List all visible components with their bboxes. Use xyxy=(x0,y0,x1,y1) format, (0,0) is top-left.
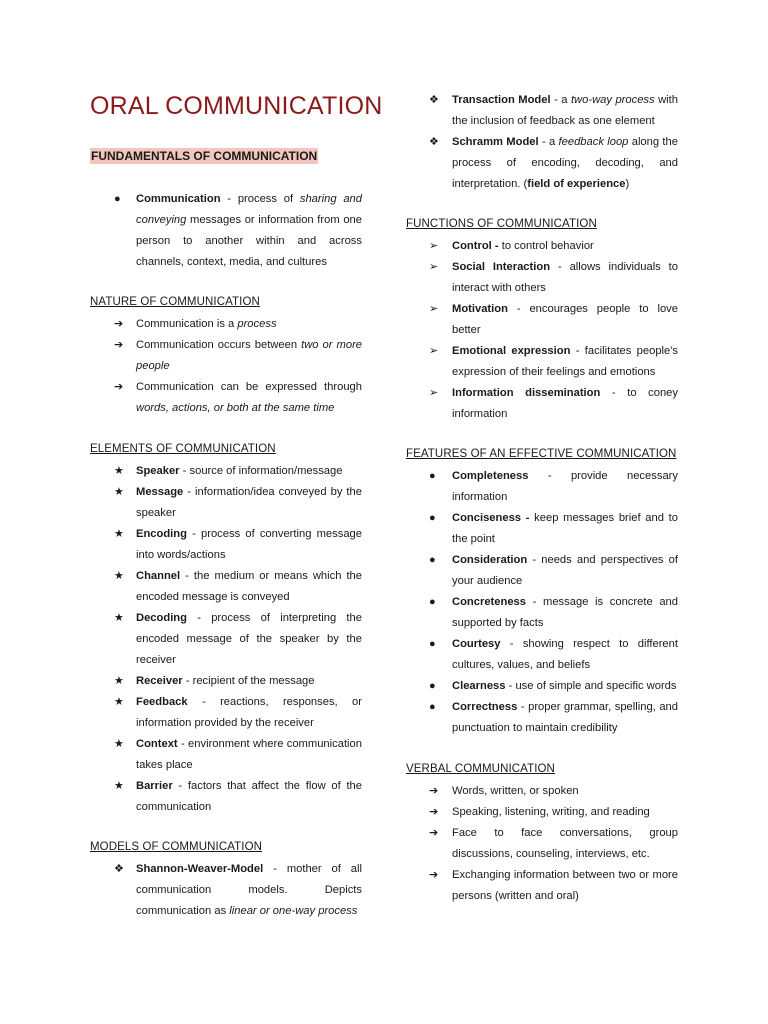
item-term: Message xyxy=(136,486,184,498)
item-term: Control xyxy=(452,240,492,252)
bullet-icon: ➢ xyxy=(429,240,439,252)
item-text: along the process of encoding, decoding, and interpretation. ( xyxy=(452,136,678,190)
models-heading: MODELS OF COMMUNICATION xyxy=(90,841,263,853)
bullet-icon: ➢ xyxy=(429,261,439,273)
elements-list xyxy=(90,461,362,818)
item-text: two or more people xyxy=(136,339,363,372)
page-title: ORAL COMMUNICATION xyxy=(90,92,383,120)
item-separator: - xyxy=(220,193,238,205)
item-separator: - xyxy=(491,240,502,252)
item-separator: - xyxy=(180,570,194,582)
item-separator: - xyxy=(183,486,196,498)
list-item xyxy=(406,823,678,865)
bullet-icon: ★ xyxy=(114,612,124,624)
list-item xyxy=(406,802,678,823)
item-text: keep messages brief and to the point xyxy=(452,512,678,545)
bullet-icon: ● xyxy=(429,512,436,524)
item-term: Motivation xyxy=(452,303,508,315)
item-text: field of experience xyxy=(527,178,626,190)
item-text: message is concrete and supported by facts xyxy=(452,596,678,629)
bullet-icon: ❖ xyxy=(114,863,124,875)
list-item xyxy=(90,461,362,482)
item-separator: - xyxy=(500,638,523,650)
bullet-icon: ★ xyxy=(114,486,124,498)
item-text: environment where communication takes place xyxy=(136,738,362,771)
bullet-icon: ★ xyxy=(114,570,124,582)
list-item xyxy=(406,383,678,425)
list-item xyxy=(406,236,678,257)
list-item xyxy=(406,781,678,802)
bullet-icon: ● xyxy=(429,596,436,608)
item-separator: - xyxy=(538,136,549,148)
item-text: Communication occurs between xyxy=(136,339,302,351)
item-term: Context xyxy=(136,738,178,750)
item-separator: - xyxy=(521,512,535,524)
item-text: encourages people to love better xyxy=(452,303,678,336)
list-item xyxy=(90,692,362,734)
item-text: Communication is a xyxy=(136,318,238,330)
bullet-icon: ➢ xyxy=(429,303,439,315)
list-item xyxy=(406,508,678,550)
item-text: allows individuals to interact with others xyxy=(452,261,678,294)
list-item xyxy=(90,524,362,566)
item-term: Correctness xyxy=(452,701,518,713)
item-term: Transaction Model xyxy=(452,94,551,106)
bullet-icon: ● xyxy=(429,701,436,713)
bullet-icon: ➢ xyxy=(429,345,439,357)
list-item xyxy=(90,482,362,524)
item-separator: - xyxy=(550,261,570,273)
item-term: Feedback xyxy=(136,696,188,708)
item-separator: - xyxy=(526,596,544,608)
item-term: Encoding xyxy=(136,528,187,540)
item-term: Shannon-Weaver-Model xyxy=(136,863,264,875)
bullet-icon: ● xyxy=(114,193,121,205)
item-separator: - xyxy=(527,554,542,566)
item-separator: - xyxy=(570,345,585,357)
bullet-icon: ★ xyxy=(114,696,124,708)
bullet-icon: ● xyxy=(429,554,436,566)
bullet-icon: ★ xyxy=(114,738,124,750)
item-separator: - xyxy=(505,680,516,692)
item-separator: - xyxy=(186,528,202,540)
list-item xyxy=(406,299,678,341)
item-text: showing respect to different cultures, values, and beliefs xyxy=(452,638,678,671)
bullet-icon: ❖ xyxy=(429,94,439,106)
functions-list xyxy=(406,236,678,425)
bullet-icon: ● xyxy=(429,470,436,482)
item-text: process of converting message into words/actions xyxy=(136,528,362,561)
bullet-icon: ➔ xyxy=(114,381,124,393)
item-term: Conciseness xyxy=(452,512,522,524)
item-term: Completeness xyxy=(452,470,529,482)
list-item xyxy=(406,592,678,634)
item-text: the medium or means which the encoded message is conveyed xyxy=(136,570,362,603)
bullet-icon: ➔ xyxy=(114,339,124,351)
bullet-icon: ➔ xyxy=(429,806,439,818)
bullet-icon: ➢ xyxy=(429,387,439,399)
item-text: a xyxy=(548,136,559,148)
list-item xyxy=(406,341,678,383)
list-item xyxy=(406,466,678,508)
item-term: Information dissemination xyxy=(452,387,601,399)
item-separator: - xyxy=(528,470,571,482)
item-text: to control behavior xyxy=(501,240,594,252)
list-item xyxy=(406,634,678,676)
item-separator: - xyxy=(182,675,193,687)
item-text: with the inclusion of feedback as one element xyxy=(452,94,678,127)
bullet-icon: ➔ xyxy=(429,785,439,797)
item-separator: - xyxy=(263,863,287,875)
item-separator: - xyxy=(187,696,221,708)
features-heading: FEATURES OF AN EFFECTIVE COMMUNICATION xyxy=(406,448,677,460)
item-text: linear or one-way process xyxy=(229,905,358,917)
elements-heading: ELEMENTS OF COMMUNICATION xyxy=(90,443,276,455)
item-text: Words, written, or spoken xyxy=(452,785,579,797)
list-item xyxy=(406,550,678,592)
item-text: process xyxy=(237,318,277,330)
item-term: Emotional expression xyxy=(452,345,571,357)
item-text: facilitates people's expression of their feelings and emotions xyxy=(452,345,678,378)
item-text: words, actions, or both at the same time xyxy=(136,402,335,414)
list-item xyxy=(406,676,678,697)
item-text: sharing and conveying xyxy=(136,193,362,226)
item-term: Decoding xyxy=(136,612,187,624)
item-text: ) xyxy=(625,178,630,190)
list-item xyxy=(90,335,362,377)
item-term: Concreteness xyxy=(452,596,526,608)
item-text: two-way process xyxy=(570,94,655,106)
item-text: Face to face conversations, group discussions, counseling, interviews, etc. xyxy=(452,827,678,860)
models-list-left xyxy=(90,859,362,922)
item-term: Clearness xyxy=(452,680,506,692)
bullet-icon: ● xyxy=(429,638,436,650)
item-text: provide necessary information xyxy=(452,470,678,503)
item-separator: - xyxy=(507,303,530,315)
bullet-icon: ❖ xyxy=(429,136,439,148)
bullet-icon: ● xyxy=(429,680,436,692)
item-text: Communication can be expressed through xyxy=(136,381,362,393)
item-separator: - xyxy=(186,612,212,624)
item-text: feedback loop xyxy=(558,136,629,148)
item-term: Channel xyxy=(136,570,181,582)
item-text: process of interpreting the encoded message of the speaker by the receiver xyxy=(136,612,362,666)
list-item xyxy=(406,90,678,132)
list-item xyxy=(90,734,362,776)
bullet-icon: ➔ xyxy=(429,827,439,839)
item-term: Courtesy xyxy=(452,638,501,650)
list-item xyxy=(406,865,678,907)
features-list xyxy=(406,466,678,739)
list-item xyxy=(90,189,362,273)
bullet-icon: ★ xyxy=(114,465,124,477)
verbal-list xyxy=(406,781,678,907)
item-text: source of information/message xyxy=(189,465,343,477)
bullet-icon: ➔ xyxy=(114,318,124,330)
item-text: mother of all communication models. Depicts communication as xyxy=(136,863,362,917)
item-term: Consideration xyxy=(452,554,528,566)
item-term: Receiver xyxy=(136,675,183,687)
item-text: information/idea conveyed by the speaker xyxy=(136,486,362,519)
item-separator: - xyxy=(177,738,189,750)
item-term: Social Interaction xyxy=(452,261,551,273)
item-text: recipient of the message xyxy=(192,675,315,687)
list-item xyxy=(90,776,362,818)
verbal-heading: VERBAL COMMUNICATION xyxy=(406,763,555,775)
item-text: reactions, responses, or information provided by the receiver xyxy=(136,696,362,729)
list-item xyxy=(90,314,362,335)
item-separator: - xyxy=(550,94,562,106)
item-text: a xyxy=(561,94,571,106)
list-item xyxy=(90,859,362,922)
list-item xyxy=(406,132,678,195)
item-text: Speaking, listening, writing, and reading xyxy=(452,806,650,818)
item-term: Schramm Model xyxy=(452,136,539,148)
bullet-icon: ★ xyxy=(114,780,124,792)
item-term: Communication xyxy=(136,193,221,205)
item-text: process of xyxy=(237,193,300,205)
bullet-icon: ★ xyxy=(114,528,124,540)
item-text: factors that affect the flow of the communication xyxy=(136,780,362,813)
functions-heading: FUNCTIONS OF COMMUNICATION xyxy=(406,218,597,230)
item-term: Speaker xyxy=(136,465,180,477)
list-item xyxy=(90,608,362,671)
item-text: proper grammar, spelling, and punctuation to maintain credibility xyxy=(452,701,678,734)
item-text: use of simple and specific words xyxy=(515,680,677,692)
list-item xyxy=(90,566,362,608)
item-separator: - xyxy=(600,387,628,399)
nature-list xyxy=(90,314,362,419)
list-item xyxy=(406,257,678,299)
models-list-right xyxy=(406,90,678,195)
item-text: Exchanging information between two or more persons (written and oral) xyxy=(452,869,678,902)
bullet-icon: ➔ xyxy=(429,869,439,881)
list-item xyxy=(90,377,362,419)
item-text: messages or information from one person to another within and across channels, context, media, and cultures xyxy=(136,214,362,268)
nature-heading: NATURE OF COMMUNICATION xyxy=(90,296,260,308)
item-term: Barrier xyxy=(136,780,173,792)
list-item xyxy=(90,671,362,692)
fundamentals-list xyxy=(90,189,362,273)
bullet-icon: ★ xyxy=(114,675,124,687)
item-text: needs and perspectives of your audience xyxy=(452,554,678,587)
list-item xyxy=(406,697,678,739)
item-separator: - xyxy=(179,465,190,477)
item-text: to coney information xyxy=(452,387,678,420)
fundamentals-heading: FUNDAMENTALS OF COMMUNICATION xyxy=(91,149,318,163)
item-separator: - xyxy=(172,780,188,792)
item-separator: - xyxy=(517,701,529,713)
